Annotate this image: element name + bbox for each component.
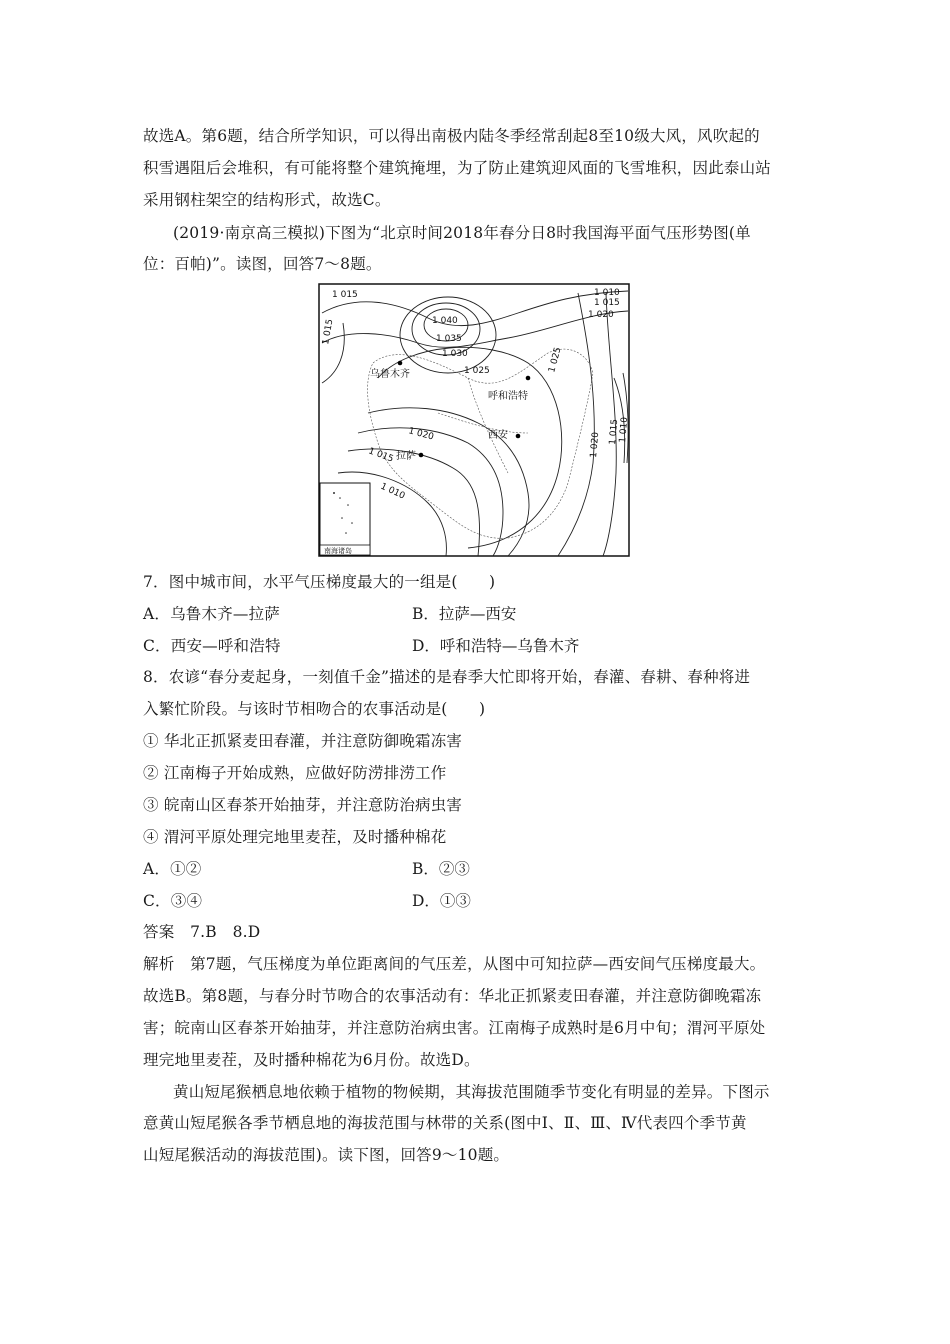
analysis-line: 害；皖南山区春茶开始抽芽，并注意防治病虫害。江南梅子成熟时是6月中旬；渭河平原处 [143,1019,766,1037]
q8-item-4: ④ 渭河平原处理完地里麦茬，及时播种棉花 [143,828,447,846]
question-8-stem: 8．农谚“春分麦起身，一刻值千金”描述的是春季大忙即将开始，春灌、春耕、春种将进 [143,668,751,686]
question-intro: (2019·南京高三模拟)下图为“北京时间2018年春分日8时我国海平面气压形势图(单 [173,224,751,242]
city-label-urumqi: 乌鲁木齐 [370,369,410,380]
q8-option-b: B．②③ [412,860,470,878]
isobar-label: 1 030 [442,349,468,359]
q8-item-2: ② 江南梅子开始成熟，应做好防涝排涝工作 [143,764,447,782]
isobar-label: 1 040 [432,316,458,326]
question-7-stem: 7．图中城市间，水平气压梯度最大的一组是( ) [143,573,496,591]
isobar-label: 1 035 [436,334,462,344]
question-intro-2: 意黄山短尾猴各季节栖息地的海拔范围与林带的关系(图中Ⅰ、Ⅱ、Ⅲ、Ⅳ代表四个季节黄 [143,1114,747,1132]
xian-dot [516,434,521,439]
q8-option-c: C．③④ [143,892,203,910]
isobar-label: 1 015 [321,318,336,346]
isobar-label: 1 025 [464,366,490,376]
city-label-xian: 西安 [488,430,508,441]
isobar-label: 1 015 [332,290,358,300]
q8-item-1: ① 华北正抓紧麦田春灌，并注意防御晚霜冻害 [143,732,463,750]
question-intro: 位：百帕)”。读图，回答7～8题。 [143,255,382,273]
isobar-label: 1 010 [594,288,620,298]
isobar-label: 1 015 [366,446,395,465]
urumqi-dot [398,361,403,366]
city-label-hohhot: 呼和浩特 [488,391,528,402]
q7-option-c: C．西安—呼和浩特 [143,637,281,655]
isobar-label: 1 025 [547,346,564,374]
city-label-lhasa: 拉萨 [396,451,416,462]
analysis-line: 理完地里麦茬，及时播种棉花为6月份。故选D。 [143,1051,480,1069]
q7-option-a: A．乌鲁木齐—拉萨 [143,605,280,623]
isobar-label: 1 015 [594,298,620,308]
q8-item-3: ③ 皖南山区春茶开始抽芽，并注意防治病虫害 [143,796,463,814]
paragraph-line: 积雪遇阻后会堆积，有可能将整个建筑掩埋，为了防止建筑迎风面的飞雪堆积，因此泰山站 [143,159,772,177]
q8-option-a: A．①② [143,860,202,878]
inset-label: 南海诸岛 [324,547,352,555]
question-intro-2: 黄山短尾猴栖息地依赖于植物的物候期，其海拔范围随季节变化有明显的差异。下图示 [173,1083,770,1101]
isobar-label: 1 020 [589,431,602,459]
answer-line: 答案 7.B 8.D [143,923,261,941]
question-intro-2: 山短尾猴活动的海拔范围)。读下图，回答9～10题。 [143,1146,510,1164]
question-8-stem: 入繁忙阶段。与该时节相吻合的农事活动是( ) [143,700,486,718]
paragraph-line: 故选A。第6题，结合所学知识，可以得出南极内陆冬季经常刮起8至10级大风，风吹起的 [143,127,760,145]
analysis-line: 故选B。第8题，与春分时节吻合的农事活动有：华北正抓紧麦田春灌，并注意防御晚霜冻 [143,987,762,1005]
lhasa-dot [419,453,424,458]
q7-option-b: B．拉萨—西安 [412,605,517,623]
q8-option-d: D．①③ [412,892,471,910]
hohhot-dot [526,376,531,381]
isobar-label: 1 010 [618,416,630,444]
sea-level-pressure-map [318,283,630,557]
analysis-line: 解析 第7题，气压梯度为单位距离间的气压差，从图中可知拉萨—西安间气压梯度最大。 [143,955,766,973]
isobar-label: 1 020 [588,310,614,320]
isobar-label: 1 020 [407,426,435,443]
isobar-label: 1 015 [608,418,621,446]
paragraph-line: 采用钢柱架空的结构形式，故选C。 [143,191,391,209]
q7-option-d: D．呼和浩特—乌鲁木齐 [412,637,580,655]
isobar-label: 1 010 [378,481,407,502]
